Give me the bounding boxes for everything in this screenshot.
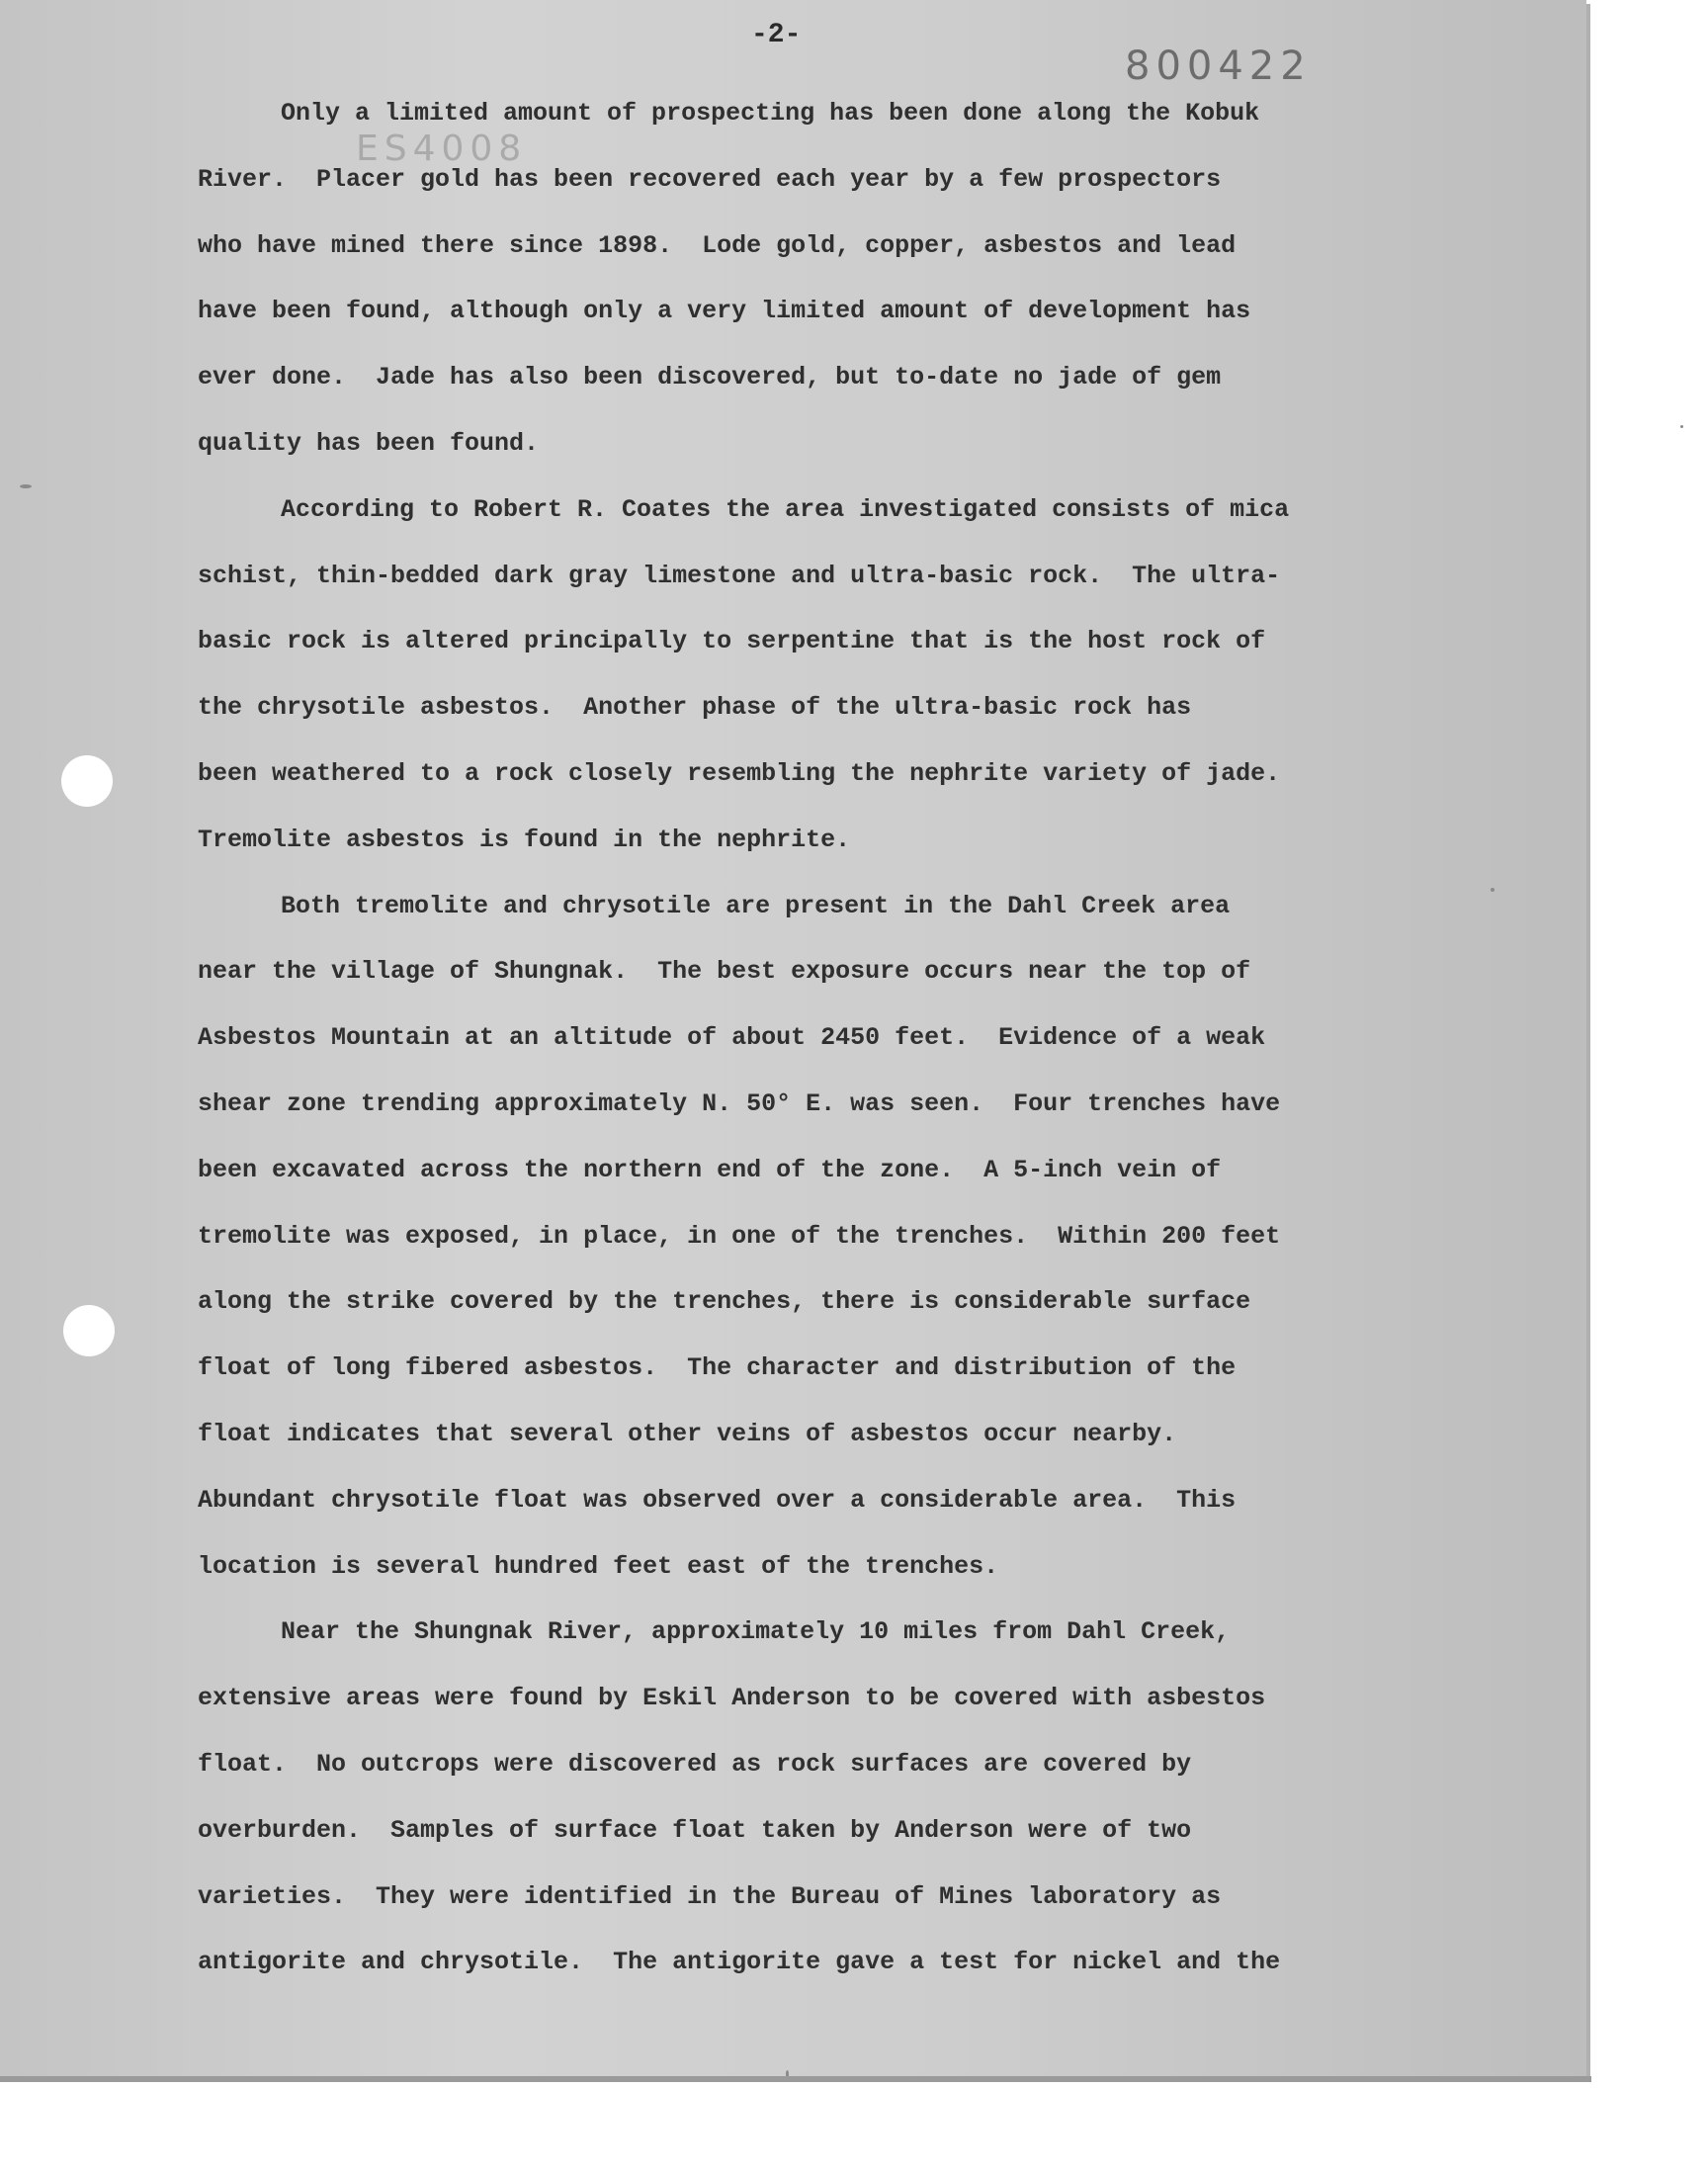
text-line: along the strike covered by the trenches, there is considerable surface (198, 1287, 1251, 1317)
text-line: near the village of Shungnak. The best exposure occurs near the top of (198, 957, 1251, 987)
text-line: Asbestos Mountain at an altitude of about 2450 feet. Evidence of a weak (198, 1023, 1266, 1053)
paragraph-4 (198, 1600, 1512, 1996)
paragraph-3 (198, 874, 1512, 1601)
text-line: Abundant chrysotile float was observed over a considerable area. This (198, 1485, 1237, 1515)
text-line: float indicates that several other veins of asbestos occur nearby. (198, 1419, 1177, 1448)
punch-hole (63, 1305, 115, 1356)
paragraph-2 (198, 478, 1512, 874)
text-line: Only a limited amount of prospecting has been done along the Kobuk (281, 99, 1260, 128)
text-line: the chrysotile asbestos. Another phase of the ultra-basic rock has (198, 693, 1192, 723)
text-line: who have mined there since 1898. Lode gold, copper, asbestos and lead (198, 230, 1237, 260)
text-line: float. No outcrops were discovered as rock surfaces are covered by (198, 1749, 1192, 1779)
scan-speck (1680, 425, 1683, 428)
paragraph-1 (198, 81, 1512, 478)
text-line: basic rock is altered principally to serpentine that is the host rock of (198, 627, 1266, 656)
text-line: Near the Shungnak River, approximately 10 miles from Dahl Creek, (281, 1617, 1231, 1647)
faint-handwritten-stamp: ES4008 (356, 129, 528, 169)
paper-edge-shadow (0, 2076, 1591, 2082)
text-line: shear zone trending approximately N. 50° E. was seen. Four trenches have (198, 1088, 1281, 1118)
scan-speck (20, 484, 32, 488)
text-line: been excavated across the northern end of the zone. A 5-inch vein of (198, 1155, 1222, 1184)
document-id-stamp: 800422 (1125, 44, 1312, 89)
text-line: antigorite and chrysotile. The antigorite gave a test for nickel and the (198, 1948, 1281, 1977)
text-line: varieties. They were identified in the Bureau of Mines laboratory as (198, 1881, 1222, 1911)
text-line: extensive areas were found by Eskil Anderson to be covered with asbestos (198, 1684, 1266, 1713)
text-line: tremolite was exposed, in place, in one of the trenches. Within 200 feet (198, 1221, 1281, 1251)
text-line: River. Placer gold has been recovered each year by a few prospectors (198, 164, 1222, 194)
scan-speck (1491, 888, 1494, 892)
text-line: schist, thin-bedded dark gray limestone and ultra-basic rock. The ultra- (198, 561, 1281, 590)
document-body (198, 81, 1512, 1996)
punch-hole (61, 755, 113, 807)
text-line: have been found, although only a very limited amount of development has (198, 297, 1251, 326)
text-line: According to Robert R. Coates the area investigated consists of mica (281, 494, 1290, 524)
text-line: float of long fibered asbestos. The character and distribution of the (198, 1353, 1237, 1383)
text-line: ever done. Jade has also been discovered, but to-date no jade of gem (198, 363, 1222, 392)
page-number: -2- (751, 20, 802, 50)
text-line: Both tremolite and chrysotile are present in the Dahl Creek area (281, 891, 1231, 920)
text-line: Tremolite asbestos is found in the nephrite. (198, 825, 851, 854)
text-line: location is several hundred feet east of the trenches. (198, 1551, 999, 1581)
text-line: overburden. Samples of surface float taken by Anderson were of two (198, 1815, 1192, 1845)
text-line: quality has been found. (198, 428, 540, 458)
text-line: been weathered to a rock closely resembling the nephrite variety of jade. (198, 758, 1281, 788)
